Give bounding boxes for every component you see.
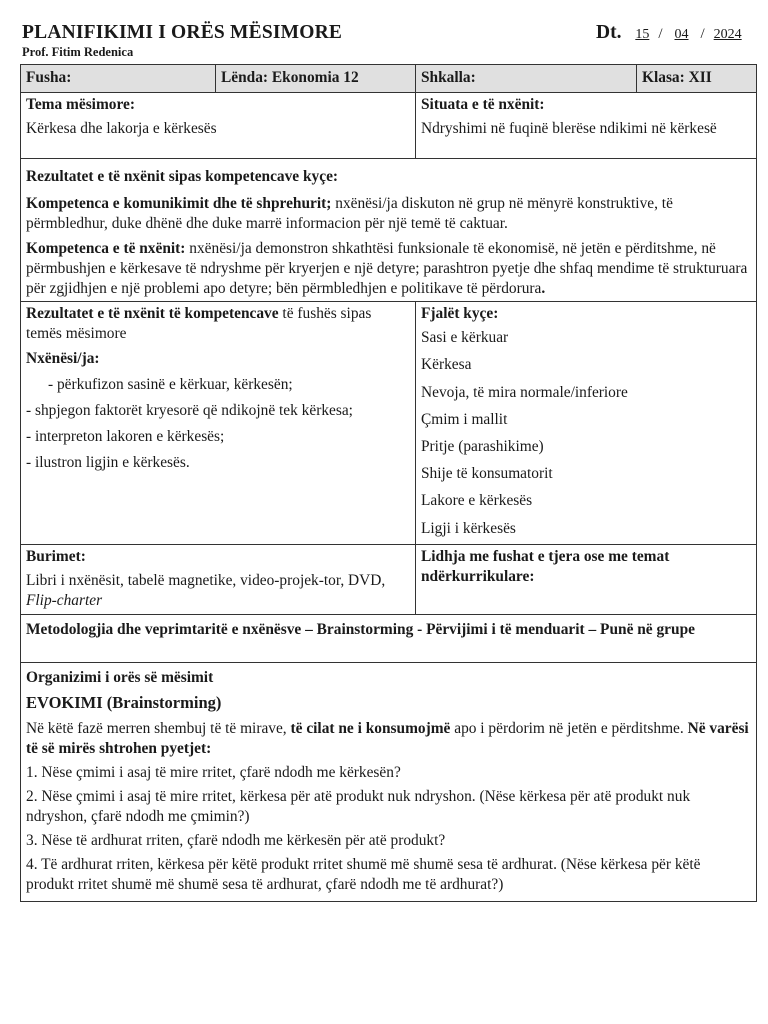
outcome-item: - interpreton lakoren e kërkesës;	[26, 428, 225, 446]
fjalet-kyce-heading: Fjalët kyçe:	[421, 305, 499, 323]
fusha-cell: Fusha:	[21, 65, 216, 93]
intro-bold: të cilat ne i konsumojmë	[290, 720, 451, 738]
tema-label: Tema mësimore:	[26, 96, 135, 113]
question-item: 2. Nëse çmimi i asaj të mire rritet, kërkesa për atë produkt nuk ndryshon. (Nëse kërkesa për atë produkt nuk ndryshon, çfarë ndodh me çmimin?)	[26, 788, 691, 826]
keyword-item: Sasi e kërkuar	[421, 329, 509, 347]
keyword-item: Nevoja, të mira normale/inferiore	[421, 383, 628, 401]
situata-value: Ndryshimi në fuqinë blerëse ndikimi në kërkesë	[421, 120, 717, 138]
organizimi-heading: Organizimi i orës së mësimit	[26, 668, 214, 686]
intro-text: Në këtë fazë merren shembuj të të mirave,	[26, 720, 291, 738]
tema-situata-row	[21, 93, 757, 159]
question-item: 3. Nëse të ardhurat rriten, çfarë ndodh me kërkesën për atë produkt?	[26, 832, 446, 850]
keyword-item: Pritje (parashikime)	[421, 437, 544, 455]
document-title: PLANIFIKIMI I ORËS MËSIMORE	[22, 22, 343, 43]
keyword-item: Kërkesa	[421, 356, 472, 374]
lenda-cell: Lënda: Ekonomia 12	[216, 65, 416, 93]
keyword-item: Ligji i kërkesës	[421, 519, 516, 537]
date-separator: /	[700, 26, 705, 42]
situata-label: Situata e të nxënit:	[421, 96, 545, 113]
tema-value: Kërkesa dhe lakorja e kërkesës	[26, 120, 217, 138]
burimet-text	[26, 571, 410, 611]
competence-communication-text: nxënësi/ja diskuton në grup në mënyrë konstruktive, të përmbledhur, duke dhënë dhe duke marrë informacion për një temë të caktuar.	[26, 195, 673, 233]
competence-learning-text: nxënësi/ja demonstron shkathtësi funksionale të ekonomisë, në jetën e përditshme, në përmbushjen e kërkesave të ndryshme për kryerjen e një detyre; parashtron pyetje dhe shfaq mendime të strukturuara për zgjidhjen e një problemi apo detyre; bën përmbledhjen e politikave të përdorura	[26, 240, 748, 298]
tema-cell	[21, 93, 416, 159]
outcome-item: - shpjegon faktorët kryesorë që ndikojnë tek kërkesa;	[26, 402, 353, 420]
metodologjia-row	[21, 614, 757, 662]
kompetencat-heading: Rezultatet e të nxënit sipas kompetencave kyçe:	[26, 168, 339, 185]
outcome-item: - përkufizon sasinë e kërkuar, kërkesën;	[48, 376, 293, 394]
intro-bold: Në varësi të së mirës shtrohen pyetjet:	[26, 720, 749, 758]
header-row	[21, 65, 757, 93]
evokimi-title: EVOKIMI (Brainstorming)	[26, 692, 222, 712]
date-day: 15	[635, 27, 650, 42]
lesson-plan-table	[20, 64, 757, 902]
klasa-cell: Klasa: XII	[637, 65, 757, 93]
burimet-flipchart: Flip-charter	[26, 591, 103, 609]
rezultatet-heading-bold: Rezultatet e të nxënit të kompetencave	[26, 305, 279, 323]
kompetencat-cell	[21, 159, 757, 302]
date-label: Dt.	[596, 22, 622, 43]
author-name: Prof. Fitim Redenica	[22, 45, 134, 59]
question-item: 1. Nëse çmimi i asaj të mire rritet, çfarë ndodh me kërkesën?	[26, 764, 401, 782]
competence-learning-end: .	[541, 280, 546, 298]
burimet-lidhja-row	[21, 544, 757, 614]
competence-communication	[26, 194, 751, 234]
competence-learning-label: Kompetenca e të nxënit:	[26, 240, 186, 258]
fjalet-kyce-cell	[416, 302, 757, 545]
question-item: 4. Të ardhurat rriten, kërkesa për këtë produkt rritet shumë më shumë sesa të ardhurat. (Nëse kërkesa për këtë produkt rritet shumë më shumë sesa të ardhurat, çfarë ndodh me të ardhurat?)	[26, 856, 701, 894]
competence-communication-label: Kompetenca e komunikimit dhe të shprehurit;	[26, 195, 332, 213]
burimet-heading: Burimet:	[26, 547, 86, 565]
burimet-cell	[21, 544, 416, 614]
date-block	[596, 22, 751, 44]
date-month: 04	[674, 27, 689, 42]
shkalla-cell: Shkalla:	[416, 65, 637, 93]
date-year: 2024	[713, 27, 742, 42]
situata-cell	[416, 93, 757, 159]
metodologjia-heading: Metodologjia dhe veprimtaritë e nxënësve – Brainstorming - Përvijimi i të menduarit – Punë në grupe	[26, 620, 695, 638]
keyword-item: Çmim i mallit	[421, 410, 508, 428]
evokimi-intro	[26, 719, 751, 759]
lidhja-cell	[416, 544, 757, 614]
kompetencat-row	[21, 159, 757, 302]
intro-text: apo i përdorim në jetën e përditshme.	[450, 720, 688, 738]
rezultatet-fushes-heading	[26, 304, 410, 344]
rezultatet-fushes-cell	[21, 302, 416, 545]
keyword-item: Shije të konsumatorit	[421, 465, 553, 483]
rezultatet-heading-rest: të fushës sipas temës mësimore	[26, 305, 372, 343]
students-label: Nxënësi/ja:	[26, 350, 100, 368]
competence-learning	[26, 239, 751, 299]
rezultatet-fjalet-row	[21, 302, 757, 545]
keyword-item: Lakore e kërkesës	[421, 492, 533, 510]
organizimi-cell	[21, 662, 757, 902]
outcome-item: - ilustron ligjin e kërkesës.	[26, 454, 190, 472]
metodologjia-cell	[21, 614, 757, 662]
date-separator: /	[658, 26, 663, 42]
burimet-body: Libri i nxënësit, tabelë magnetike, video-projek-tor, DVD,	[26, 571, 386, 589]
organizimi-row	[21, 662, 757, 902]
lidhja-heading: Lidhja me fushat e tjera ose me temat ndërkurrikulare:	[421, 547, 670, 585]
